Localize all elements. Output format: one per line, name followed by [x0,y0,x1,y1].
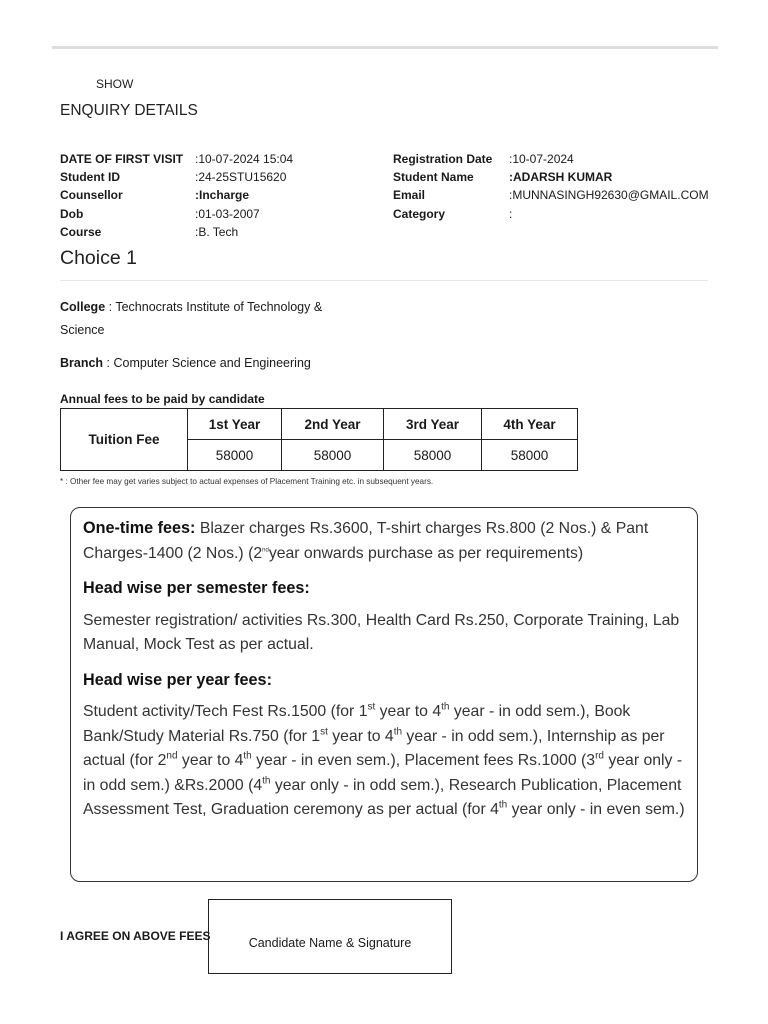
year-header: 3rd Year [384,409,482,440]
one-time-fees-heading: One-time fees: [83,519,196,537]
registration-date-value: :10-07-2024 [509,152,574,166]
choice-divider [60,280,708,281]
fee-details-box [70,507,698,882]
signature-box[interactable] [208,899,452,974]
fee-footnote: * : Other fee may get varies subject to actual expenses of Placement Training etc. in subsequent years. [60,477,434,486]
course-label: Course [60,225,102,239]
year-fees-text [83,700,685,823]
text-segment: year only - in odd sem.) &Rs.2000 (4 [83,752,683,794]
text-segment: Student activity/Tech Fest Rs.1500 (for 1 [83,703,368,720]
text-segment: year only - in odd sem.), Research Publication, Placement Assessment Test, Graduation ceremony as per actual (for 4 [83,776,682,818]
branch-line [60,353,311,373]
text-segment: year - in even sem.), Placement fees Rs.1000 (3 [251,752,596,769]
counsellor-label: Counsellor [60,188,123,202]
text-segment: year - in odd sem.), Internship as per actual (for 2 [83,727,665,769]
top-divider [52,46,718,49]
registration-date-label: Registration Date [393,152,493,166]
course-value: :B. Tech [195,225,239,239]
superscript: th [393,726,403,738]
superscript: nd [166,750,178,762]
tuition-fee-label: Tuition Fee [61,409,188,471]
choice-title: Choice 1 [60,247,137,269]
category-label: Category [393,207,446,221]
fee-value: 58000 [188,440,282,471]
college-label: College [60,300,106,314]
superscript: th [243,750,252,762]
year-header: 2nd Year [282,409,384,440]
text-segment: year - in odd sem.), Book Bank/Study Material Rs.750 (for 1 [83,703,631,745]
student-id-label: Student ID [60,170,120,184]
text-segment: year only - in even sem.) [507,801,685,818]
superscript: th [441,701,450,713]
superscript: rd [595,750,604,762]
first-visit-value: :10-07-2024 15:04 [195,152,294,166]
email-label: Email [393,188,426,202]
category-value: : [509,207,513,221]
superscript: th [262,775,271,787]
dob-value: :01-03-2007 [195,207,260,221]
year-fees-heading: Head wise per year fees: [83,670,272,689]
text-segment: year to 4 [375,703,442,720]
first-visit-label: DATE OF FIRST VISIT [60,152,184,166]
tuition-fee-table [60,408,578,471]
email-value: :MUNNASINGH92630@GMAIL.COM [509,188,709,202]
superscript: nd [262,547,269,554]
one-time-fees-text: Blazer charges Rs.3600, T-shirt charges Rs.800 (2 Nos.) & Pant Charges-1400 (2 Nos.) (2 [83,520,649,562]
page-title: ENQUIRY DETAILS [60,102,198,119]
text-segment: year to 4 [327,727,394,745]
fee-value: 58000 [482,440,578,471]
student-name-value: :ADARSH KUMAR [509,170,613,184]
fee-value: 58000 [384,440,482,471]
agree-label: I AGREE ON ABOVE FEES [60,929,211,943]
fee-value: 58000 [282,440,384,471]
text-segment: year to 4 [177,752,244,769]
superscript: st [320,726,328,738]
semester-fees-heading: Head wise per semester fees: [83,579,310,597]
one-time-fees [83,516,685,566]
student-name-label: Student Name [393,170,474,184]
semester-fees-text: Semester registration/ activities Rs.300, Health Card Rs.250, Corporate Training, Lab Manual, Mock Test as per actual. [83,611,680,653]
college-value: : Technocrats Institute of Technology & Science [60,300,323,337]
annual-fees-title: Annual fees to be paid by candidate [60,392,265,406]
superscript: st [367,701,376,713]
year-header: 1st Year [188,409,282,440]
counsellor-value: :Incharge [195,188,250,202]
show-button[interactable]: SHOW [96,77,134,91]
superscript: th [498,799,508,811]
college-line [60,296,350,342]
signature-label: Candidate Name & Signature [248,936,412,950]
dob-label: Dob [60,207,84,221]
branch-label: Branch [60,356,104,370]
one-time-fees-text: year onwards purchase as per requirements) [268,544,584,562]
student-id-value: :24-25STU15620 [195,170,287,184]
year-header: 4th Year [482,409,578,440]
branch-value: : Computer Science and Engineering [103,356,311,370]
